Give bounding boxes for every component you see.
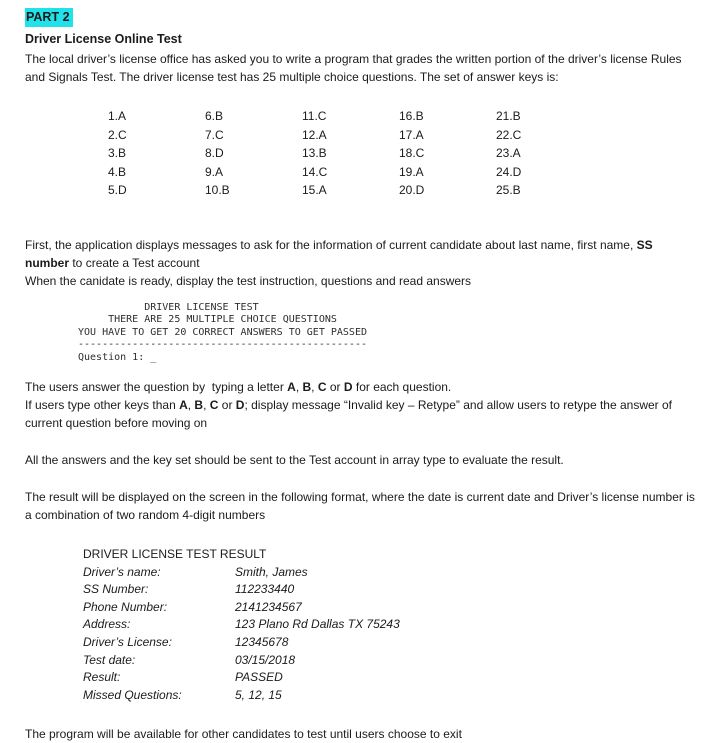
result-row (83, 687, 695, 705)
answer-key-table (108, 107, 695, 200)
result-row (83, 564, 695, 582)
answer-key-cell: 14.C (302, 164, 328, 179)
result-value: PASSED (235, 670, 283, 685)
result-row (83, 599, 695, 617)
answer-key-cell: 15.A (302, 183, 327, 197)
answer-key-cell: 7.C (205, 127, 224, 142)
answer-key-cell: 3.B (108, 146, 127, 160)
result-row (83, 669, 695, 687)
answer-key-cell: 8.D (205, 146, 224, 160)
result-label: Address: (83, 617, 131, 632)
part-2-label: PART 2 (25, 8, 73, 27)
answer-key-cell: 1.A (108, 109, 127, 123)
footer-note: The program will be available for other candidates to test until users choose to exit (25, 727, 462, 742)
console-line: THERE ARE 25 MULTIPLE CHOICE QUESTIONS (78, 314, 337, 325)
result-label: Test date: (83, 652, 136, 667)
answer-key-cell: 24.D (496, 164, 522, 179)
account-instructions-line1: First, the application displays messages to ask for the information of current candidate about last name, first name, SS number to create a Test account (25, 237, 656, 270)
result-format-intro: The result will be displayed on the screen in the following format, where the date is current date and Driver’s license number is a combination of two random 4-digit numbers (25, 490, 699, 522)
result-value: 112233440 (235, 582, 295, 597)
result-row (83, 652, 695, 670)
answer-key-cell: 10.B (205, 183, 230, 197)
result-label: Driver’s License: (83, 634, 172, 649)
result-title: DRIVER LICENSE TEST RESULT (83, 547, 267, 561)
array-note: All the answers and the key set should be sent to the Test account in array type to evaluate the result. (25, 453, 564, 467)
answer-key-cell: 25.B (496, 183, 521, 197)
answer-key-cell: 16.B (399, 109, 424, 123)
typing-instructions (25, 378, 695, 432)
console-line: ------------------------------------------------ (78, 339, 367, 350)
result-value: 5, 12, 15 (235, 687, 282, 702)
console-output (78, 302, 695, 365)
answer-key-cell: 12.A (302, 127, 327, 142)
answer-key-cell: 4.B (108, 164, 127, 179)
console-line: Question 1: _ (78, 351, 157, 363)
result-block (83, 546, 695, 704)
answer-key-cell: 6.B (205, 109, 224, 123)
answer-key-cell: 13.B (302, 146, 327, 160)
answer-key-cell: 18.C (399, 146, 425, 160)
answer-key-cell: 2.C (108, 127, 127, 142)
result-value: 03/15/2018 (235, 652, 296, 667)
result-label: Result: (83, 670, 121, 685)
console-line: YOU HAVE TO GET 20 CORRECT ANSWERS TO GET PASSED (78, 326, 367, 338)
result-value: 2141234567 (235, 599, 302, 614)
answer-key-cell: 22.C (496, 127, 522, 142)
result-label: Missed Questions: (83, 687, 182, 702)
answer-key-cell: 20.D (399, 183, 425, 197)
result-label: SS Number: (83, 582, 149, 597)
document-title: Driver License Online Test (25, 32, 182, 46)
result-value: Smith, James (235, 564, 308, 579)
answer-key-cell: 17.A (399, 127, 424, 142)
answer-key-cell: 11.C (302, 109, 327, 123)
result-row (83, 616, 695, 634)
typing-instructions-line2: If users type other keys than A, B, C or D; display message “Invalid key – Retype” and allow users to retype the answer of current question before moving on (25, 398, 676, 430)
answer-key-cell: 19.A (399, 164, 424, 179)
result-row (83, 581, 695, 599)
intro-paragraph: The local driver’s license office has asked you to write a program that grades the written portion of the driver’s license Rules and Signals Test. The driver license test has 25 multiple choice questions. The set of answer keys is: (25, 52, 685, 84)
result-row (83, 634, 695, 652)
answer-key-cell: 21.B (496, 109, 521, 123)
account-instructions-line2: When the canidate is ready, display the test instruction, questions and read answers (25, 273, 472, 288)
console-line: DRIVER LICENSE TEST (78, 301, 259, 313)
result-label: Driver’s name: (83, 564, 161, 579)
result-label: Phone Number: (83, 599, 168, 614)
answer-key-cell: 5.D (108, 183, 127, 197)
result-value: 12345678 (235, 634, 289, 649)
answer-key-cell: 9.A (205, 164, 224, 179)
account-instructions (25, 236, 695, 290)
typing-instructions-line1: The users answer the question by typing a letter A, B, C or D for each question. (25, 380, 452, 394)
answer-key-cell: 23.A (496, 146, 521, 160)
result-value: 123 Plano Rd Dallas TX 75243 (235, 617, 400, 632)
